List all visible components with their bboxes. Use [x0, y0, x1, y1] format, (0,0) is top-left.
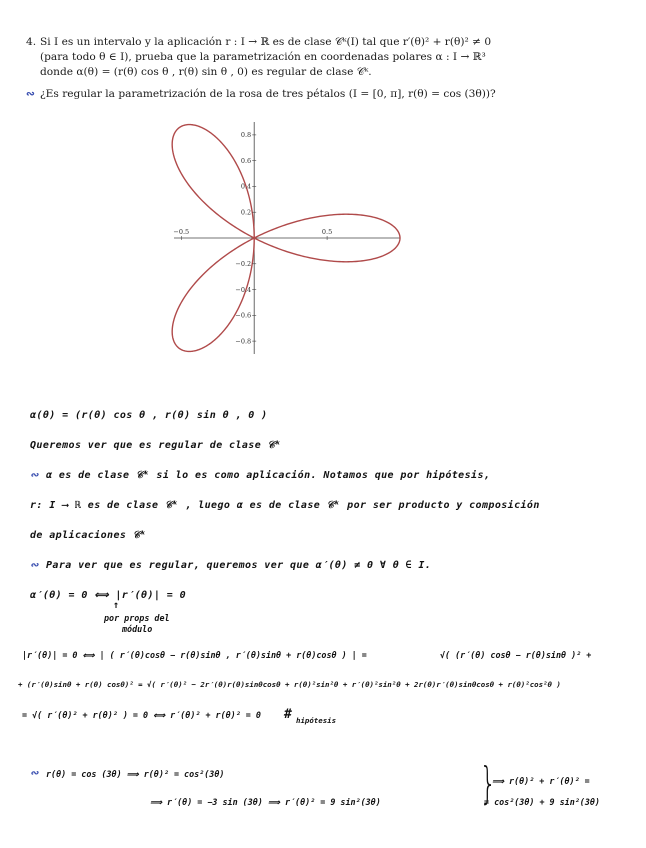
note-r-derivative: ⟹ r′(θ) = −3 sin (3θ) ⟹ r′(θ)² = 9 sin²(3θ) [150, 797, 381, 807]
x-tick-label: 0.5 [321, 228, 333, 236]
y-tick-label: 0.6 [240, 156, 252, 165]
note-bullet-icon: ∾ [30, 470, 39, 481]
note-modulus-word: módulo [122, 624, 153, 634]
exercise-line-3: donde α(θ) = (r(θ) cos θ , r(θ) sin θ , 0) es regular de clase 𝒞ᵏ. [40, 66, 372, 78]
y-tick-label: 0.4 [240, 182, 252, 191]
note-r-definition: r(θ) = cos (3θ) ⟹ r(θ)² = cos²(3θ) [46, 769, 225, 779]
note-bullet-icon: ∾ [30, 768, 39, 779]
note-goal: Queremos ver que es regular de clase 𝒞ᵏ [30, 440, 282, 451]
y-tick-label: −0.2 [235, 260, 252, 269]
y-tick-label: 0.2 [240, 208, 252, 217]
exercise-line-1: Si I es un intervalo y la aplicación r : I → ℝ es de clase 𝒞ᵏ(I) tal que r′(θ)² + r(θ)² ≠ 0 [40, 36, 492, 48]
note-derivative-zero: α′(θ) = 0 ⟺ |r′(θ)| = 0 [30, 590, 186, 601]
note-modulus-props: por props del [104, 613, 170, 623]
note-root-simplified: = √( r′(θ)² + r(θ)² ) = 0 ⟺ r′(θ)² + r(θ)² = 0 [22, 710, 261, 720]
question-bullet-icon: ∾ [26, 88, 35, 100]
y-tick-label: −0.4 [235, 285, 252, 294]
chart-axes [174, 122, 400, 354]
x-tick-label: −0.5 [173, 228, 190, 236]
rose-curve-chart [170, 118, 410, 358]
y-tick-label: 0.8 [240, 131, 252, 140]
note-sum-result: = cos²(3θ) + 9 sin²(3θ) [484, 797, 600, 807]
note-root-expansion: + (r′(θ)sinθ + r(θ) cosθ)² = √( r′(θ)² − 2r′(θ)r(θ)sinθcosθ + r(θ)²sin²θ + r′(θ)²sin²θ + 2r(θ)r′(θ)sinθcosθ + r(θ)²cos²θ ) [18, 680, 561, 689]
note-applications: de aplicaciones 𝒞ᵏ [30, 530, 147, 541]
note-class-ck: α es de clase 𝒞ᵏ si lo es como aplicación. Notamos que por hipótesis, [46, 470, 491, 481]
note-sum: ⟹ r(θ)² + r′(θ)² = [492, 776, 590, 786]
y-tick-label: −0.8 [235, 337, 252, 346]
note-modulus-expansion: |r′(θ)| = 0 ⟺ | ( r′(θ)cosθ − r(θ)sinθ , r′(θ)sinθ + r(θ)cosθ ) | = [22, 650, 367, 660]
note-r-class: r: I ⟶ ℝ es de clase 𝒞ᵏ , luego α es de clase 𝒞ᵏ por ser producto y composición [30, 500, 540, 511]
note-regularity: Para ver que es regular, queremos ver que α′(θ) ≠ 0 ∀ θ ∈ I. [46, 560, 432, 571]
exercise-number: 4. [26, 36, 37, 48]
note-hypothesis-tag: hipótesis [296, 716, 337, 725]
hash-mark: # [284, 707, 293, 722]
note-bullet-icon: ∾ [30, 560, 39, 571]
note-root-start: √( (r′(θ) cosθ − r(θ)sinθ )² + [440, 650, 592, 660]
note-alpha-definition: α(θ) = (r(θ) cos θ , r(θ) sin θ , 0 ) [30, 410, 268, 421]
y-tick-label: −0.6 [235, 311, 252, 320]
arrow-up-icon: ↑ [113, 600, 120, 611]
curly-brace-icon: } [479, 758, 497, 809]
exercise-line-2: (para todo θ ∈ I), prueba que la parametrización en coordenadas polares α : I → ℝ³ [40, 51, 486, 63]
question-text: ¿Es regular la parametrización de la rosa de tres pétalos (I = [0, π], r(θ) = cos (3θ))? [40, 88, 496, 100]
